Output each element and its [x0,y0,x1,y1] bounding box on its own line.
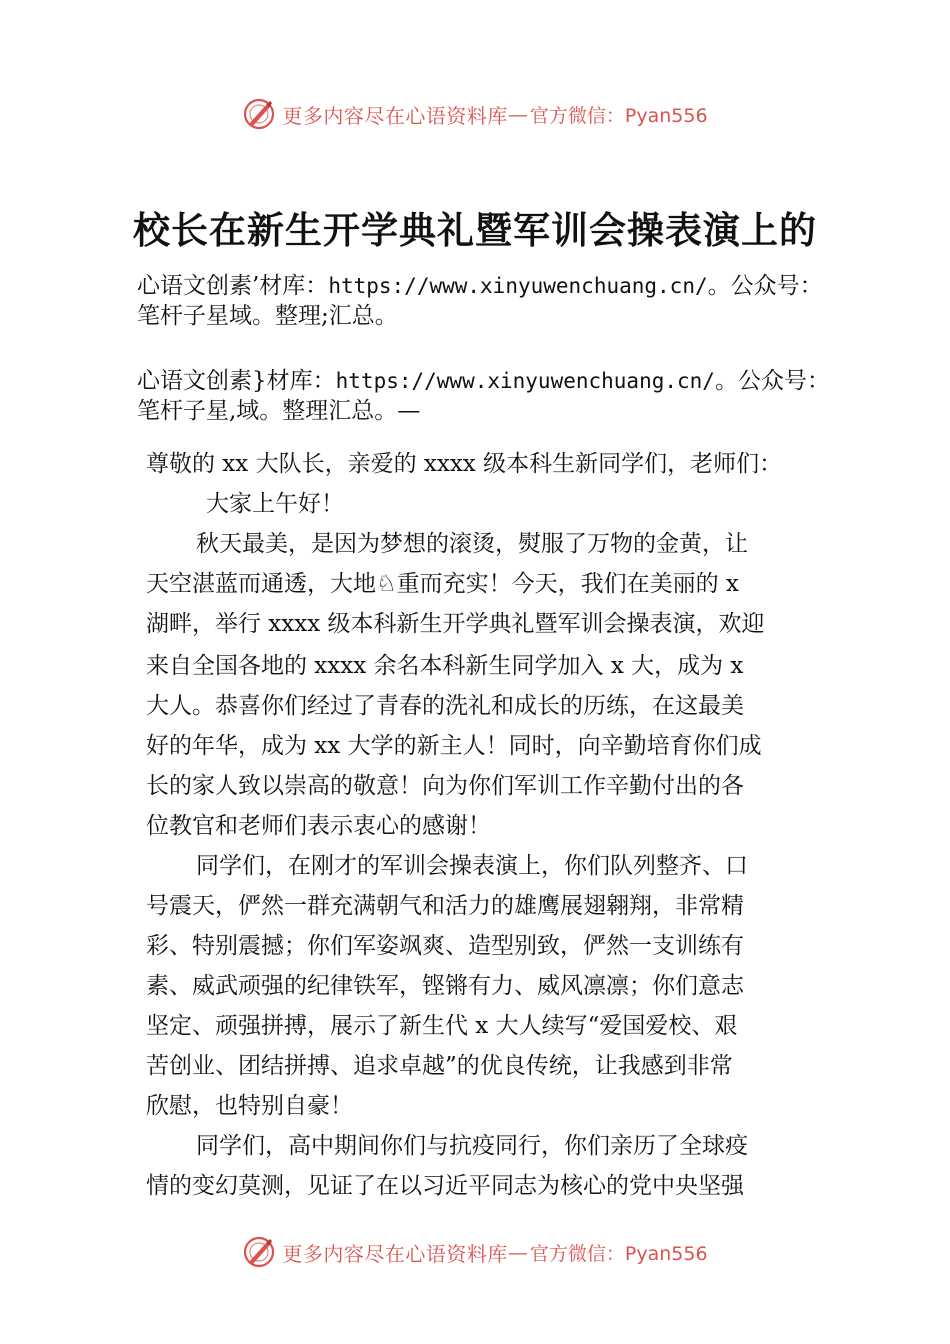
banner-text: 更多内容尽在心语资料库 [282,1241,508,1266]
body-line: 好的年华，成为 xx 大学的新主人！同时，向辛勤培育你们成 [146,733,762,759]
body-line: 同学们，在刚才的军训会操表演上，你们队列整齐、口 [196,853,748,879]
source-note-suffix: 。公众号： [714,368,830,394]
source-note-2-line2: 笔杆子星,域。整理汇总。— [137,398,421,424]
body-line: 湖畔，举行 xxxx 级本科新生开学典礼暨军训会操表演，欢迎 [146,611,765,637]
banner-separator: — [507,1240,528,1264]
source-note-label: 心语文创素}材库： [137,368,336,394]
banner-separator: — [507,102,528,126]
body-line: 大人。恭喜你们经过了青春的洗礼和成长的历练，在这最美 [146,693,744,719]
source-note-label: 心语文创素’材库： [137,273,329,299]
document-title: 校长在新生开学典礼暨军训会操表演上的 [133,208,817,252]
body-line: 欣慰，也特别自豪！ [146,1093,353,1119]
body-line-greeting: 大家上午好！ [206,491,344,517]
body-line: 情的变幻莫测，见证了在以习近平同志为核心的党中央坚强 [146,1173,744,1199]
source-url[interactable]: https://www.xinyuwenchuang.cn/ [335,369,715,393]
body-line: 彩、特别震撼；你们军姿飒爽、造型别致，俨然一支训练有 [146,933,744,959]
banner-wechat: 官方微信：Pyan556 [529,1242,708,1265]
pen-circle-logo-icon [242,1235,276,1269]
body-line: 天空湛蓝而通透，大地♘重而充实！今天，我们在美丽的 x [146,571,739,597]
body-line: 号震天，俨然一群充满朝气和活力的雄鹰展翅翱翔，非常精 [146,893,744,919]
body-line: 素、威武顽强的纪律铁军，铿锵有力、威风凛凛；你们意志 [146,973,744,999]
body-line: 长的家人致以崇高的敬意！向为你们军训工作辛勤付出的各 [146,773,744,799]
body-line: 坚定、顽强拼搏，展示了新生代 x 大人续写“爱国爱校、艰 [146,1013,738,1039]
body-line: 来自全国各地的 xxxx 余名本科新生同学加入 x 大，成为 x [146,653,744,679]
body-line: 位教官和老师们表示衷心的感谢！ [146,813,491,839]
source-note-suffix: 。公众号： [707,273,823,299]
source-note-1-line2: 笔杆子星域。整理;汇总。 [137,303,398,329]
body-line: 苦创业、团结拼搏、追求卓越”的优良传统，让我感到非常 [146,1053,733,1079]
banner-wechat: 官方微信：Pyan556 [529,104,708,127]
speech-body [146,0,816,1344]
body-line: 秋天最美，是因为梦想的滚烫，熨服了万物的金黄，让 [196,531,748,557]
source-url[interactable]: https://www.xinyuwenchuang.cn/ [328,274,708,298]
banner-text: 更多内容尽在心语资料库 [282,103,508,128]
footer-watermark-banner [0,1232,950,1272]
body-line-salutation: 尊敬的 xx 大队长，亲爱的 xxxx 级本科生新同学们，老师们： [146,451,783,477]
body-line: 同学们，高中期间你们与抗疫同行，你们亲历了全球疫 [196,1133,748,1159]
